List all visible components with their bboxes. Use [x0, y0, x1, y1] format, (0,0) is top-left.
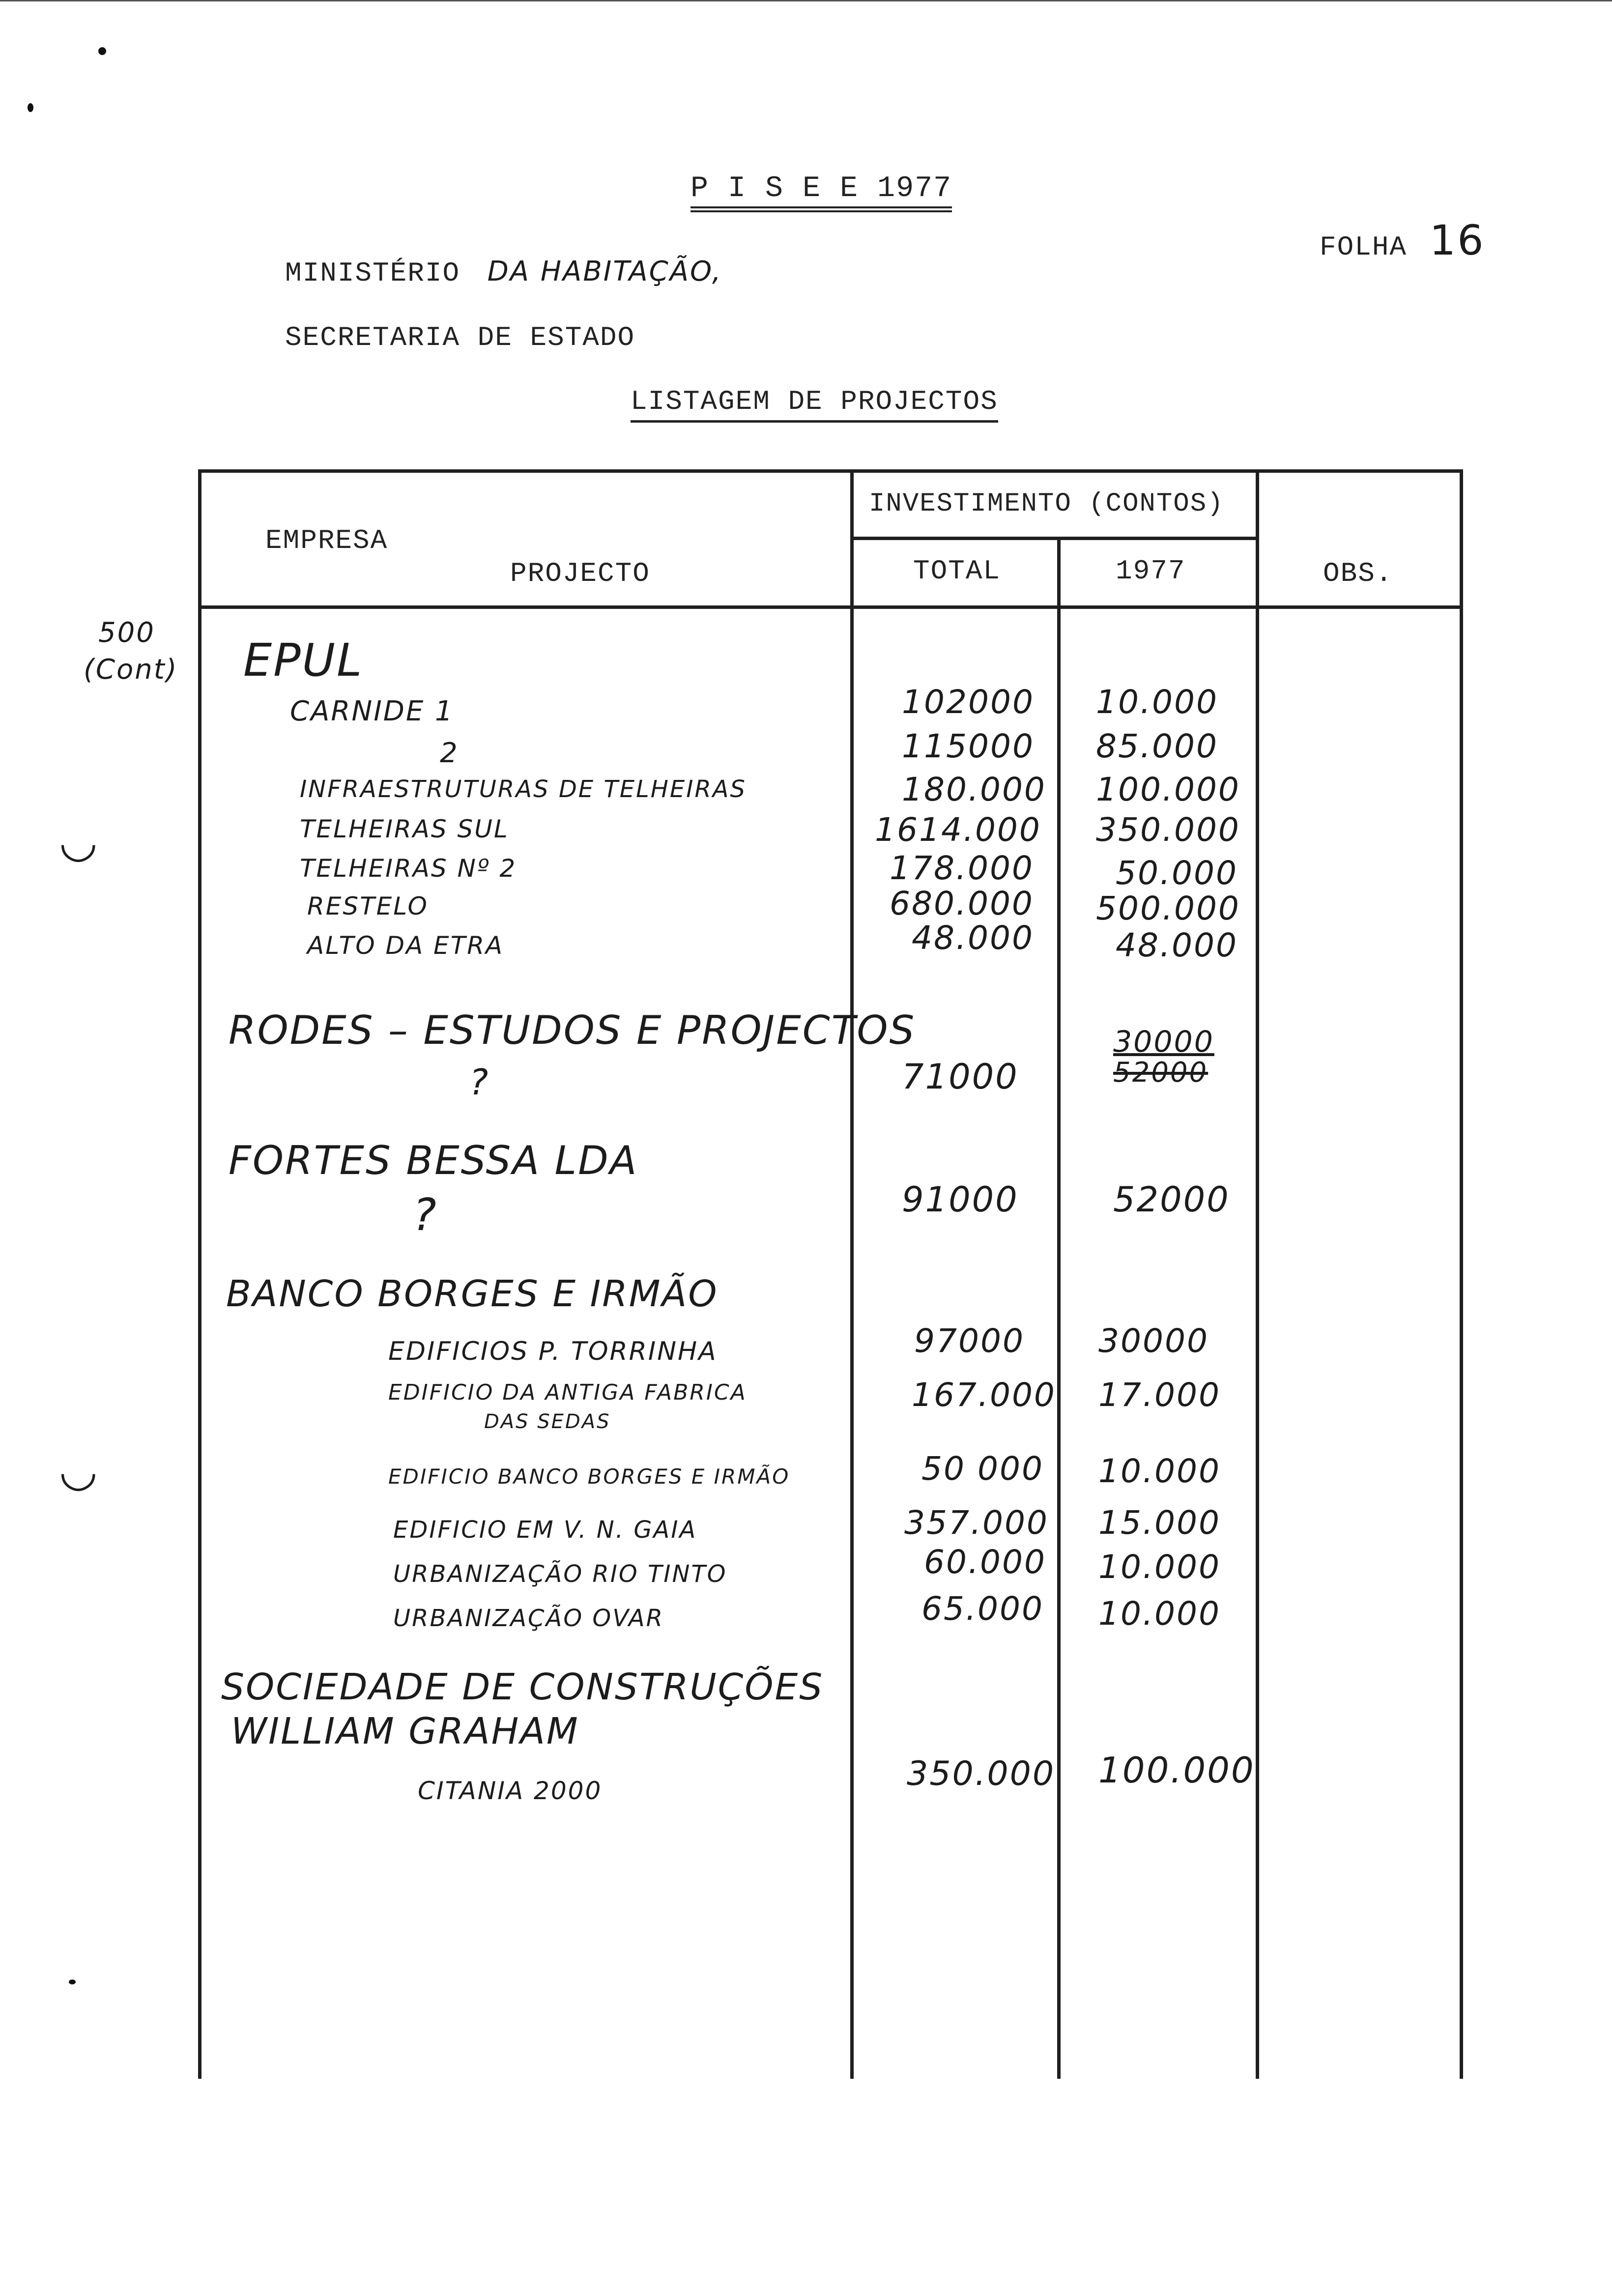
- projecto-name: TELHEIRAS SUL: [300, 815, 509, 843]
- margin-note-cont: 500: [98, 617, 155, 649]
- total-value: 71000: [902, 1057, 1019, 1097]
- year-value: 100.000: [1098, 1750, 1255, 1791]
- projecto-name-cont: DAS SEDAS: [484, 1410, 611, 1433]
- projecto-name: EDIFICIO EM V. N. GAIA: [393, 1516, 697, 1544]
- folha-number: 16: [1429, 216, 1485, 264]
- total-value: 115000: [902, 727, 1035, 765]
- table-right-border: [1460, 469, 1463, 2079]
- table-left-border: [198, 469, 202, 2079]
- table-header-bottom-border: [199, 605, 1463, 609]
- col-divider-1977: [1057, 537, 1061, 2079]
- ministry-line: [285, 256, 722, 289]
- year-value: 10.000: [1098, 1452, 1221, 1490]
- margin-note-cont: (Cont): [84, 654, 178, 686]
- margin-tick-mark: ◡: [59, 1445, 99, 1496]
- top-edge-rule: [0, 0, 1612, 1]
- document-title: P I S E E 1977: [691, 172, 952, 212]
- year-value: 50.000: [1116, 854, 1238, 892]
- col-header-obs: OBS.: [1323, 558, 1393, 589]
- year-value: 48.000: [1116, 926, 1238, 964]
- col-header-1977: 1977: [1116, 555, 1186, 587]
- year-value: 500.000: [1096, 890, 1240, 927]
- projecto-name: ALTO DA ETRA: [307, 931, 504, 960]
- empresa-name: RODES – ESTUDOS E PROJECTOS: [229, 1007, 916, 1053]
- col-header-empresa: EMPRESA: [265, 525, 388, 556]
- projecto-name: TELHEIRAS Nº 2: [300, 854, 517, 883]
- margin-tick-mark: ◡: [59, 816, 99, 867]
- empresa-name: EPUL: [243, 634, 364, 687]
- secretaria-line: SECRETARIA DE ESTADO: [285, 322, 635, 353]
- col-divider-obs: [1256, 469, 1259, 2079]
- total-value: 178.000: [890, 849, 1034, 887]
- projecto-note: ?: [469, 1062, 490, 1103]
- year-value: 10.000: [1098, 1595, 1221, 1633]
- projecto-note: ?: [413, 1189, 438, 1241]
- folha-text: FOLHA: [1320, 231, 1408, 263]
- total-value: 60.000: [924, 1543, 1046, 1581]
- speck: [69, 1980, 76, 1984]
- projecto-name: EDIFICIOS P. TORRINHA: [388, 1337, 718, 1366]
- table-top-border: [199, 469, 1463, 473]
- total-value: 102000: [902, 683, 1035, 721]
- ministry-handwritten: DA HABITAÇÃO,: [487, 256, 722, 287]
- total-value: 65.000: [921, 1590, 1044, 1628]
- total-value: 48.000: [912, 919, 1034, 957]
- year-value: 30000: [1113, 1025, 1214, 1059]
- year-value: 10.000: [1096, 683, 1218, 721]
- projecto-name: EDIFICIO DA ANTIGA FABRICA: [388, 1380, 747, 1405]
- listagem-title: LISTAGEM DE PROJECTOS: [631, 386, 998, 423]
- empresa-name: SOCIEDADE DE CONSTRUÇÕES: [221, 1666, 824, 1708]
- col-header-projecto: PROJECTO: [510, 558, 650, 589]
- folha-label: [1320, 216, 1485, 264]
- total-value: 680.000: [890, 885, 1034, 922]
- total-value: 97000: [914, 1322, 1025, 1360]
- ministry-prefix: MINISTÉRIO: [285, 258, 461, 289]
- year-value: 15.000: [1098, 1504, 1221, 1542]
- total-value: 50 000: [921, 1450, 1044, 1488]
- total-value: 180.000: [902, 771, 1046, 808]
- total-value: 350.000: [907, 1754, 1056, 1793]
- projecto-name: URBANIZAÇÃO RIO TINTO: [393, 1560, 727, 1588]
- total-value: 167.000: [912, 1376, 1056, 1414]
- year-value: 350.000: [1096, 811, 1240, 849]
- projecto-name: CARNIDE 1: [290, 695, 454, 727]
- year-value: 52000: [1113, 1179, 1230, 1220]
- investimento-divider: [852, 537, 1257, 540]
- year-value: 17.000: [1098, 1376, 1221, 1414]
- projecto-name: EDIFICIO BANCO BORGES E IRMÃO: [388, 1464, 790, 1489]
- projecto-name: URBANIZAÇÃO OVAR: [393, 1605, 664, 1632]
- empresa-name-cont: WILLIAM GRAHAM: [231, 1710, 579, 1752]
- speck: [98, 47, 106, 55]
- total-value: 1614.000: [875, 811, 1041, 849]
- year-value: 10.000: [1098, 1548, 1221, 1586]
- projecto-name: 2: [440, 737, 459, 769]
- empresa-name: FORTES BESSA LDA: [229, 1138, 638, 1183]
- projecto-name: RESTELO: [307, 892, 429, 920]
- year-value: 85.000: [1096, 727, 1218, 765]
- col-divider-total: [850, 469, 854, 2079]
- col-header-investimento: INVESTIMENTO (CONTOS): [869, 489, 1224, 519]
- total-value: 91000: [902, 1179, 1019, 1220]
- empresa-name: BANCO BORGES E IRMÃO: [226, 1273, 719, 1315]
- year-value-struck: 52000: [1113, 1057, 1209, 1089]
- projecto-name: CITANIA 2000: [418, 1777, 603, 1805]
- year-value: 100.000: [1096, 771, 1240, 808]
- speck: [28, 103, 33, 112]
- total-value: 357.000: [904, 1504, 1049, 1542]
- col-header-total: TOTAL: [913, 555, 1001, 587]
- year-value: 30000: [1098, 1322, 1209, 1360]
- projecto-name: INFRAESTRUTURAS DE TELHEIRAS: [300, 775, 747, 803]
